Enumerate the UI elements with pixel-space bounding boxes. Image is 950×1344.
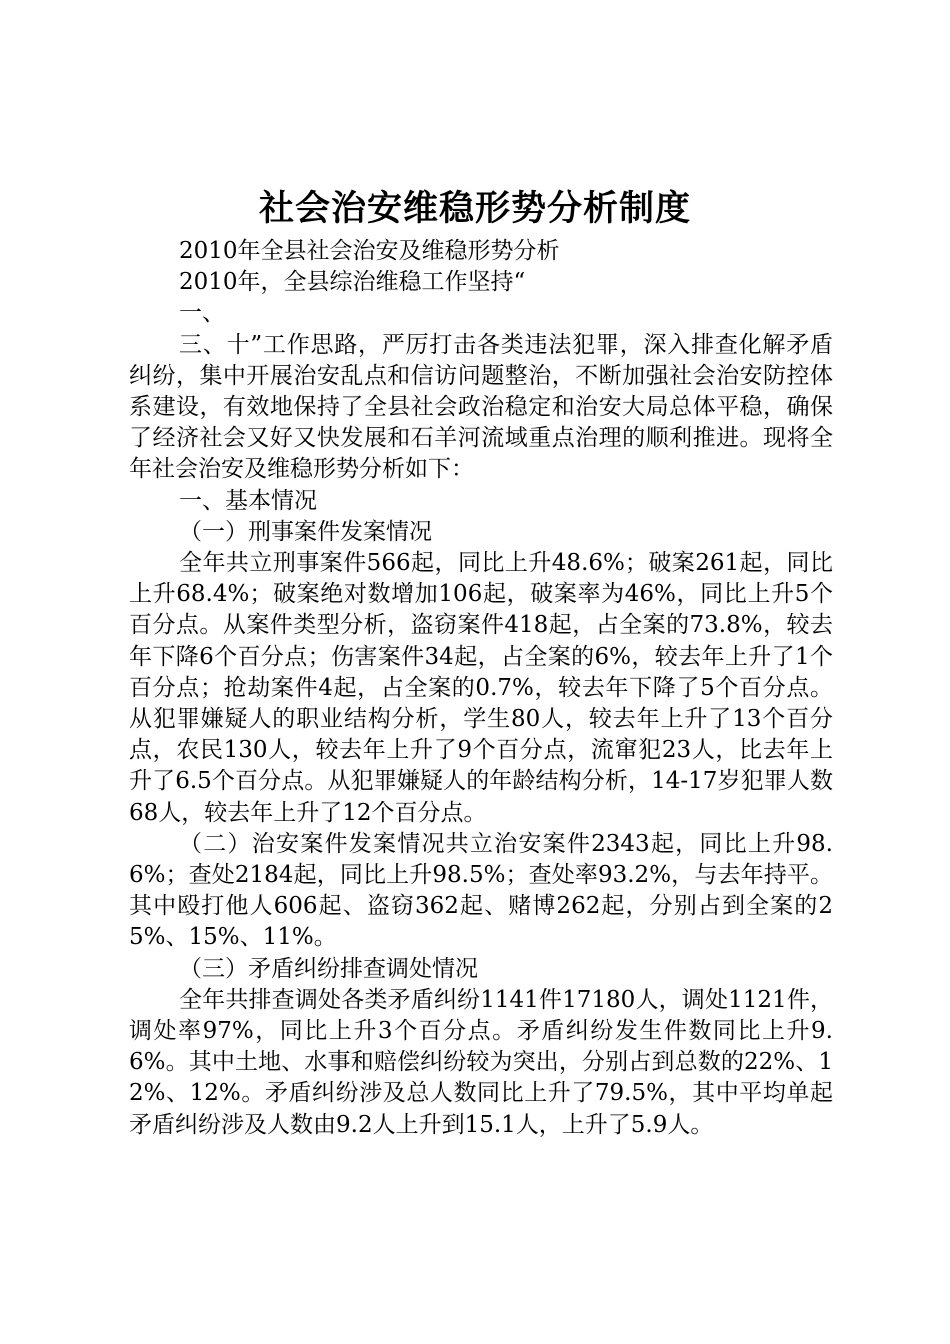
section-heading-basic: 一、基本情况 bbox=[179, 487, 317, 514]
document-title: 社会治安维稳形势分析制度 bbox=[258, 188, 691, 229]
subsection-heading-criminal: （一）刑事案件发案情况 bbox=[179, 518, 432, 545]
paragraph-criminal-cases: 全年共立刑事案件566起，同比上升48.6%；破案261起，同比上升68.4%；破案绝对数增加106起，破案率为46%，同比上升5个百分点。从案件类型分析，盗窃案件418起，占全案的73.8%，较去年下降6个百分点；伤害案件34起，占全案的6%，较去年上升了1个百分点；抢劫案件4起，占全案的0.7%，较去年下降了5个百分点。从犯罪嫌疑人的职业结构分析，学生80人，较去年上升了13个百分点，农民130人，较去年上升了9个百分点，流窜犯23人，比去年上升了6.5个百分点。从犯罪嫌疑人的年龄结构分析，14-17岁犯罪人数68人，较去年上升了12个百分点。 bbox=[129, 550, 833, 826]
paragraph-disputes: 全年共排查调处各类矛盾纠纷1141件17180人，调处1121件，调处率97%，同比上升3个百分点。矛盾纠纷发生件数同比上升9.6%。其中土地、水事和赔偿纠纷较为突出，分别占到总数的22%、12%、12%。矛盾纠纷涉及总人数同比上升了79.5%，其中平均单起矛盾纠纷涉及人数由9.2人上升到15.1人，上升了5.9人。 bbox=[129, 986, 833, 1138]
paragraph-intro-start: 2010年，全县综治维稳工作坚持“ bbox=[179, 269, 526, 296]
paragraph-public-security-cases: （二）治安案件发案情况共立治安案件2343起，同比上升98.6%；查处2184起，同比上升98.5%；查处率93.2%，与去年持平。其中殴打他人606起、盗窃362起、赌博262起，分别占到全案的25%、15%、11%。 bbox=[129, 830, 833, 951]
paragraph-intro: 三、十”工作思路，严厉打击各类违法犯罪，深入排查化解矛盾纠纷，集中开展治安乱点和信访问题整治，不断加强社会治安防控体系建设，有效地保持了全县社会政治稳定和治安大局总体平稳，确保了经济社会又好又快发展和石羊河流域重点治理的顺利推进。现将全年社会治安及维稳形势分析如下： bbox=[129, 331, 833, 483]
document-body bbox=[129, 236, 833, 1141]
subsection-heading-disputes: （三）矛盾纠纷排查调处情况 bbox=[179, 955, 478, 982]
paragraph-intro-fragment: 一、 bbox=[179, 300, 225, 327]
paragraph-subtitle: 2010年全县社会治安及维稳形势分析 bbox=[179, 238, 560, 264]
